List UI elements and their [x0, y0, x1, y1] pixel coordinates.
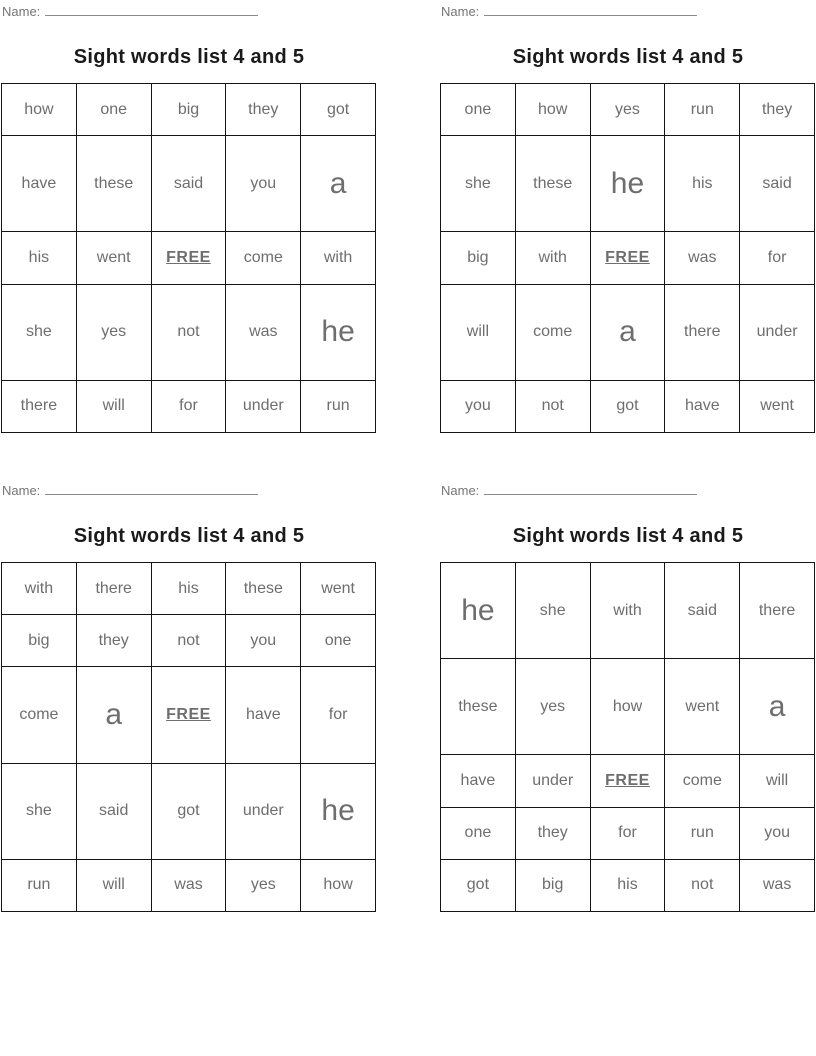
- name-fill-line: [45, 482, 258, 495]
- word-cell: went: [76, 232, 151, 284]
- word-cell: come: [2, 667, 77, 763]
- grid-row: [2, 380, 376, 432]
- grid-row: [441, 755, 815, 807]
- name-row: [2, 482, 377, 497]
- word-cell: with: [301, 232, 376, 284]
- word-cell: these: [515, 136, 590, 232]
- word-cell: you: [226, 136, 301, 232]
- bingo-card-bottom-right: [440, 479, 816, 912]
- word-cell: a: [590, 284, 665, 380]
- word-cell: got: [590, 380, 665, 432]
- grid-row: [441, 807, 815, 859]
- name-row: [441, 482, 816, 497]
- word-cell: there: [665, 284, 740, 380]
- word-cell: a: [740, 659, 815, 755]
- word-cell: they: [226, 84, 301, 136]
- word-cell: big: [515, 859, 590, 911]
- grid-row: [2, 84, 376, 136]
- word-cell: was: [740, 859, 815, 911]
- word-cell: how: [301, 859, 376, 911]
- bingo-grid: [440, 83, 815, 433]
- bingo-grid: [440, 562, 815, 912]
- word-cell: come: [515, 284, 590, 380]
- word-cell: have: [2, 136, 77, 232]
- word-cell: said: [740, 136, 815, 232]
- word-cell: have: [226, 667, 301, 763]
- word-cell: was: [226, 284, 301, 380]
- word-cell: there: [2, 380, 77, 432]
- free-cell: FREE: [151, 232, 226, 284]
- grid-row: [441, 859, 815, 911]
- word-cell: under: [740, 284, 815, 380]
- word-cell: these: [76, 136, 151, 232]
- word-cell: they: [740, 84, 815, 136]
- word-cell: these: [226, 563, 301, 615]
- word-cell: one: [441, 84, 516, 136]
- word-cell: run: [665, 807, 740, 859]
- word-cell: not: [665, 859, 740, 911]
- word-cell: big: [441, 232, 516, 284]
- word-cell: they: [76, 615, 151, 667]
- word-cell: got: [151, 763, 226, 859]
- bingo-card-bottom-left: [1, 479, 377, 912]
- name-fill-line: [45, 3, 258, 16]
- grid-row: [2, 667, 376, 763]
- word-cell: not: [151, 284, 226, 380]
- word-cell: went: [740, 380, 815, 432]
- grid-row: [2, 615, 376, 667]
- bingo-card-top-left: [1, 0, 377, 433]
- word-cell: his: [665, 136, 740, 232]
- word-cell: said: [665, 563, 740, 659]
- grid-row: [441, 232, 815, 284]
- word-cell: for: [301, 667, 376, 763]
- word-cell: she: [441, 136, 516, 232]
- word-cell: with: [2, 563, 77, 615]
- grid-row: [2, 563, 376, 615]
- card-title: Sight words list 4 and 5: [73, 46, 305, 68]
- grid-row: [2, 136, 376, 232]
- word-cell: come: [665, 755, 740, 807]
- name-label: Name:: [2, 4, 41, 19]
- word-cell: one: [441, 807, 516, 859]
- word-cell: he: [301, 763, 376, 859]
- word-cell: yes: [76, 284, 151, 380]
- word-cell: run: [301, 380, 376, 432]
- card-title: Sight words list 4 and 5: [512, 46, 744, 68]
- word-cell: how: [590, 659, 665, 755]
- word-cell: under: [226, 763, 301, 859]
- grid-row: [441, 136, 815, 232]
- word-cell: his: [2, 232, 77, 284]
- name-row: [2, 3, 377, 18]
- word-cell: said: [76, 763, 151, 859]
- word-cell: a: [301, 136, 376, 232]
- name-fill-line: [484, 482, 697, 495]
- word-cell: she: [2, 763, 77, 859]
- word-cell: a: [76, 667, 151, 763]
- grid-row: [441, 380, 815, 432]
- word-cell: run: [2, 859, 77, 911]
- word-cell: he: [590, 136, 665, 232]
- word-cell: under: [515, 755, 590, 807]
- word-cell: have: [441, 755, 516, 807]
- word-cell: under: [226, 380, 301, 432]
- name-label: Name:: [441, 4, 480, 19]
- word-cell: will: [740, 755, 815, 807]
- word-cell: will: [76, 859, 151, 911]
- word-cell: got: [301, 84, 376, 136]
- grid-row: [2, 232, 376, 284]
- word-cell: with: [590, 563, 665, 659]
- word-cell: he: [301, 284, 376, 380]
- grid-row: [441, 284, 815, 380]
- word-cell: big: [151, 84, 226, 136]
- word-cell: for: [590, 807, 665, 859]
- free-cell: FREE: [151, 667, 226, 763]
- word-cell: went: [665, 659, 740, 755]
- word-cell: for: [151, 380, 226, 432]
- word-cell: you: [441, 380, 516, 432]
- grid-row: [2, 859, 376, 911]
- card-title: Sight words list 4 and 5: [73, 525, 305, 547]
- word-cell: she: [2, 284, 77, 380]
- word-cell: these: [441, 659, 516, 755]
- grid-row: [2, 763, 376, 859]
- word-cell: one: [301, 615, 376, 667]
- word-cell: she: [515, 563, 590, 659]
- grid-row: [441, 659, 815, 755]
- word-cell: how: [515, 84, 590, 136]
- word-cell: one: [76, 84, 151, 136]
- card-title: Sight words list 4 and 5: [512, 525, 744, 547]
- bingo-grid: [1, 83, 376, 433]
- bingo-card-top-right: [440, 0, 816, 433]
- word-cell: will: [76, 380, 151, 432]
- word-cell: said: [151, 136, 226, 232]
- grid-row: [441, 84, 815, 136]
- word-cell: he: [441, 563, 516, 659]
- word-cell: have: [665, 380, 740, 432]
- word-cell: not: [151, 615, 226, 667]
- word-cell: for: [740, 232, 815, 284]
- word-cell: not: [515, 380, 590, 432]
- word-cell: got: [441, 859, 516, 911]
- free-cell: FREE: [590, 232, 665, 284]
- word-cell: his: [590, 859, 665, 911]
- word-cell: will: [441, 284, 516, 380]
- word-cell: you: [226, 615, 301, 667]
- word-cell: how: [2, 84, 77, 136]
- word-cell: come: [226, 232, 301, 284]
- name-label: Name:: [441, 483, 480, 498]
- word-cell: they: [515, 807, 590, 859]
- name-fill-line: [484, 3, 697, 16]
- grid-row: [2, 284, 376, 380]
- word-cell: you: [740, 807, 815, 859]
- word-cell: his: [151, 563, 226, 615]
- name-label: Name:: [2, 483, 41, 498]
- word-cell: with: [515, 232, 590, 284]
- name-row: [441, 3, 816, 18]
- word-cell: yes: [590, 84, 665, 136]
- grid-row: [441, 563, 815, 659]
- word-cell: yes: [226, 859, 301, 911]
- free-cell: FREE: [590, 755, 665, 807]
- word-cell: there: [740, 563, 815, 659]
- word-cell: there: [76, 563, 151, 615]
- word-cell: was: [151, 859, 226, 911]
- word-cell: was: [665, 232, 740, 284]
- bingo-grid: [1, 562, 376, 912]
- word-cell: yes: [515, 659, 590, 755]
- word-cell: went: [301, 563, 376, 615]
- word-cell: run: [665, 84, 740, 136]
- word-cell: big: [2, 615, 77, 667]
